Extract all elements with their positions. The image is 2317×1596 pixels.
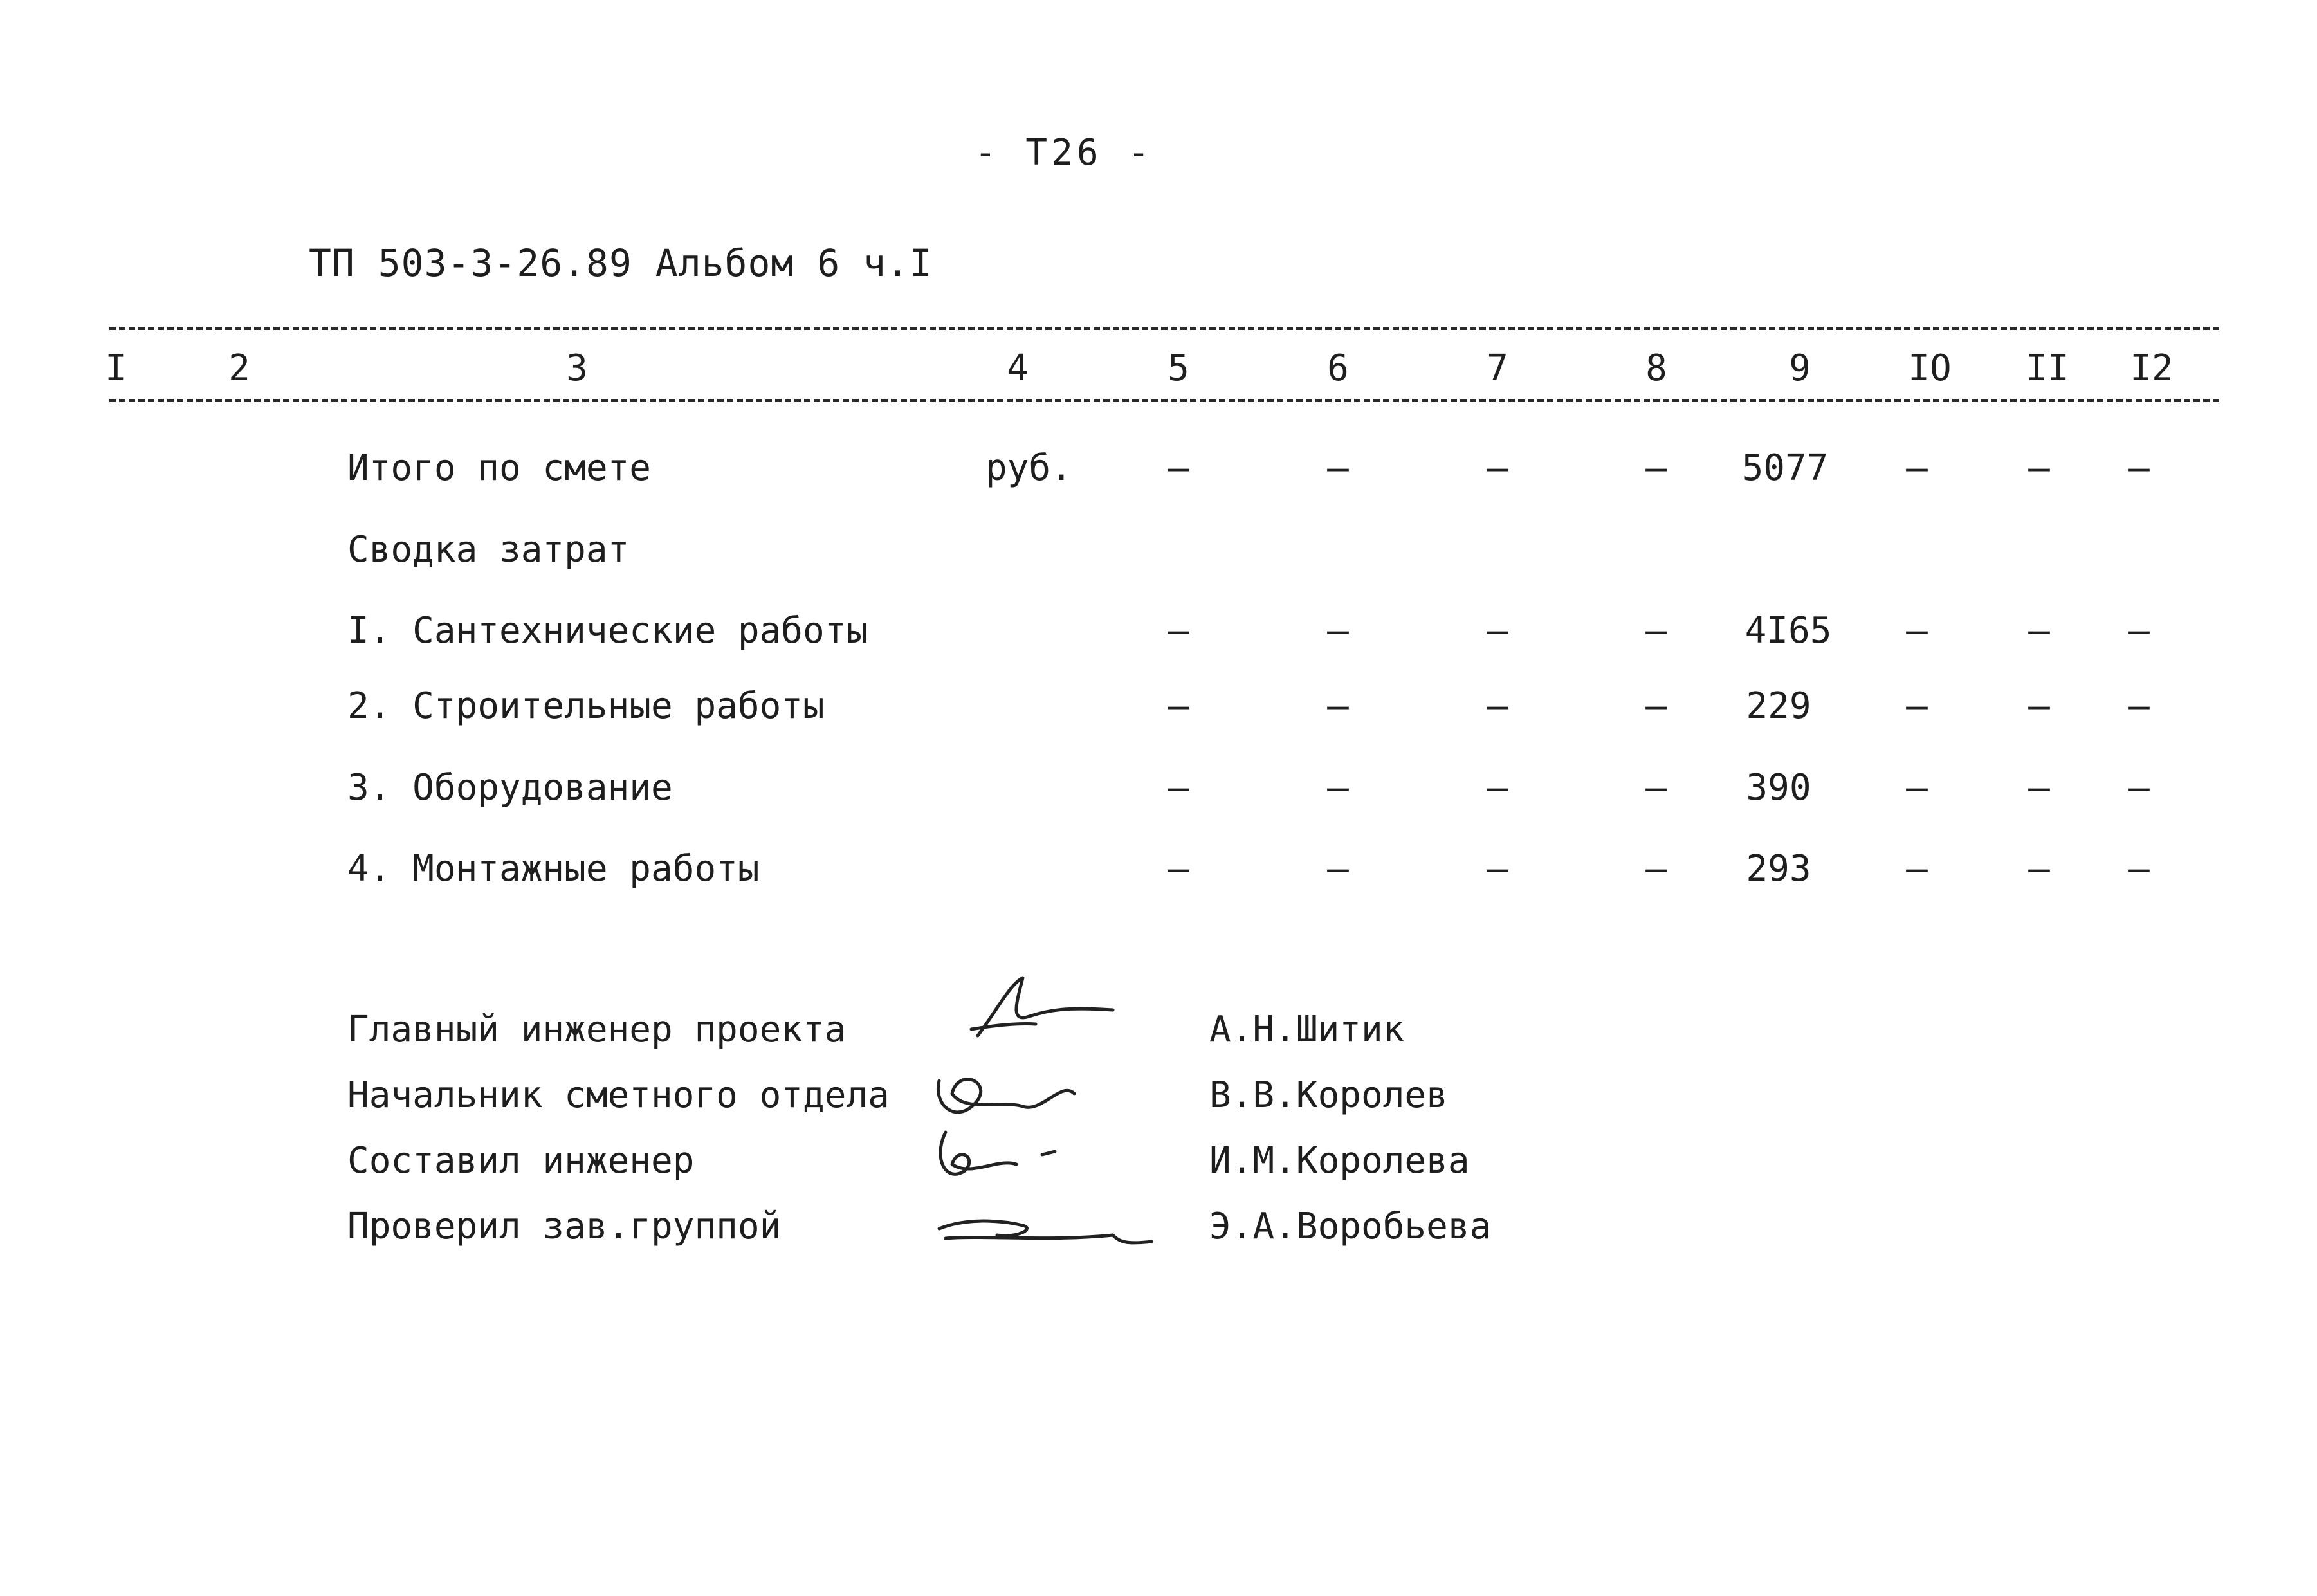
column-number-12: I2 [2130, 347, 2174, 389]
table-cell-value: 390 [1746, 767, 1811, 809]
table-cell: – [2028, 848, 2050, 890]
table-cell: – [2128, 685, 2150, 727]
table-cell: – [1906, 767, 1928, 809]
row-unit-total: руб. [985, 447, 1072, 489]
table-cell: – [1645, 447, 1667, 489]
table-cell: – [1327, 610, 1349, 652]
table-cell-total-value: 5077 [1741, 447, 1829, 489]
table-cell: – [2028, 767, 2050, 809]
table-cell: – [2128, 848, 2150, 890]
table-cell: – [1906, 685, 1928, 727]
table-cell: – [1645, 848, 1667, 890]
column-number-3: 3 [566, 347, 588, 389]
handwritten-signature [920, 1119, 1216, 1190]
table-cell: – [1168, 848, 1189, 890]
table-cell: – [1487, 447, 1508, 489]
section-heading-summary: Сводка затрат [347, 529, 630, 571]
table-cell: – [2028, 685, 2050, 727]
column-number-2: 2 [228, 347, 250, 389]
table-cell: – [1327, 447, 1349, 489]
table-header-bottom-rule [109, 399, 2219, 402]
table-cell: – [2128, 447, 2150, 489]
table-cell: – [2028, 610, 2050, 652]
column-number-9: 9 [1789, 347, 1811, 389]
signature-role-chief-engineer: Главный инженер проекта [347, 1009, 847, 1050]
table-cell-value: 229 [1746, 685, 1811, 727]
handwritten-signature [920, 971, 1216, 1042]
column-number-1: I [105, 347, 127, 389]
column-number-5: 5 [1168, 347, 1189, 389]
table-cell: – [1168, 447, 1189, 489]
table-cell: – [2028, 447, 2050, 489]
column-number-8: 8 [1645, 347, 1667, 389]
row-label-equipment: 3. Оборудование [347, 767, 673, 809]
table-cell: – [1645, 767, 1667, 809]
table-header-top-rule [109, 327, 2219, 330]
table-cell: – [1327, 848, 1349, 890]
table-cell: – [1906, 848, 1928, 890]
table-cell: – [1487, 848, 1508, 890]
table-cell-value: 4I65 [1745, 610, 1832, 652]
signature-name-chief-engineer: А.Н.Шитик [1209, 1009, 1405, 1050]
table-cell: – [1487, 767, 1508, 809]
column-number-10: IO [1908, 347, 1952, 389]
signature-role-estimate-head: Начальник сметного отдела [347, 1074, 890, 1116]
signature-role-compiled-by: Составил инженер [347, 1140, 695, 1182]
handwritten-signature [920, 1055, 1216, 1126]
column-number-4: 4 [1007, 347, 1029, 389]
row-label-installation: 4. Монтажные работы [347, 848, 760, 890]
table-cell: – [2128, 767, 2150, 809]
signature-name-compiled-by: И.М.Королева [1209, 1140, 1470, 1182]
table-cell-value: 293 [1746, 848, 1811, 890]
table-cell: – [1487, 685, 1508, 727]
handwritten-signature [920, 1190, 1216, 1261]
table-cell: – [1645, 610, 1667, 652]
column-number-6: 6 [1327, 347, 1349, 389]
table-cell: – [1487, 610, 1508, 652]
signature-name-estimate-head: В.В.Королев [1209, 1074, 1448, 1116]
row-label-total: Итого по смете [347, 447, 652, 489]
row-label-construction: 2. Строительные работы [347, 685, 825, 727]
signature-role-checked-by: Проверил зав.группой [347, 1206, 782, 1247]
signature-name-checked-by: Э.А.Воробьева [1209, 1206, 1492, 1247]
table-cell: – [1168, 685, 1189, 727]
table-cell: – [1168, 767, 1189, 809]
table-cell: – [1327, 767, 1349, 809]
table-cell: – [1906, 610, 1928, 652]
table-cell: – [1906, 447, 1928, 489]
table-cell: – [1327, 685, 1349, 727]
table-cell: – [1168, 610, 1189, 652]
table-cell: – [2128, 610, 2150, 652]
page-number: - Т26 - [975, 132, 1154, 174]
table-cell: – [1645, 685, 1667, 727]
column-number-11: II [2026, 347, 2069, 389]
document-code: ТП 503-3-26.89 Альбом 6 ч.I [309, 241, 933, 285]
row-label-plumbing: I. Сантехнические работы [347, 610, 868, 652]
column-number-7: 7 [1487, 347, 1508, 389]
